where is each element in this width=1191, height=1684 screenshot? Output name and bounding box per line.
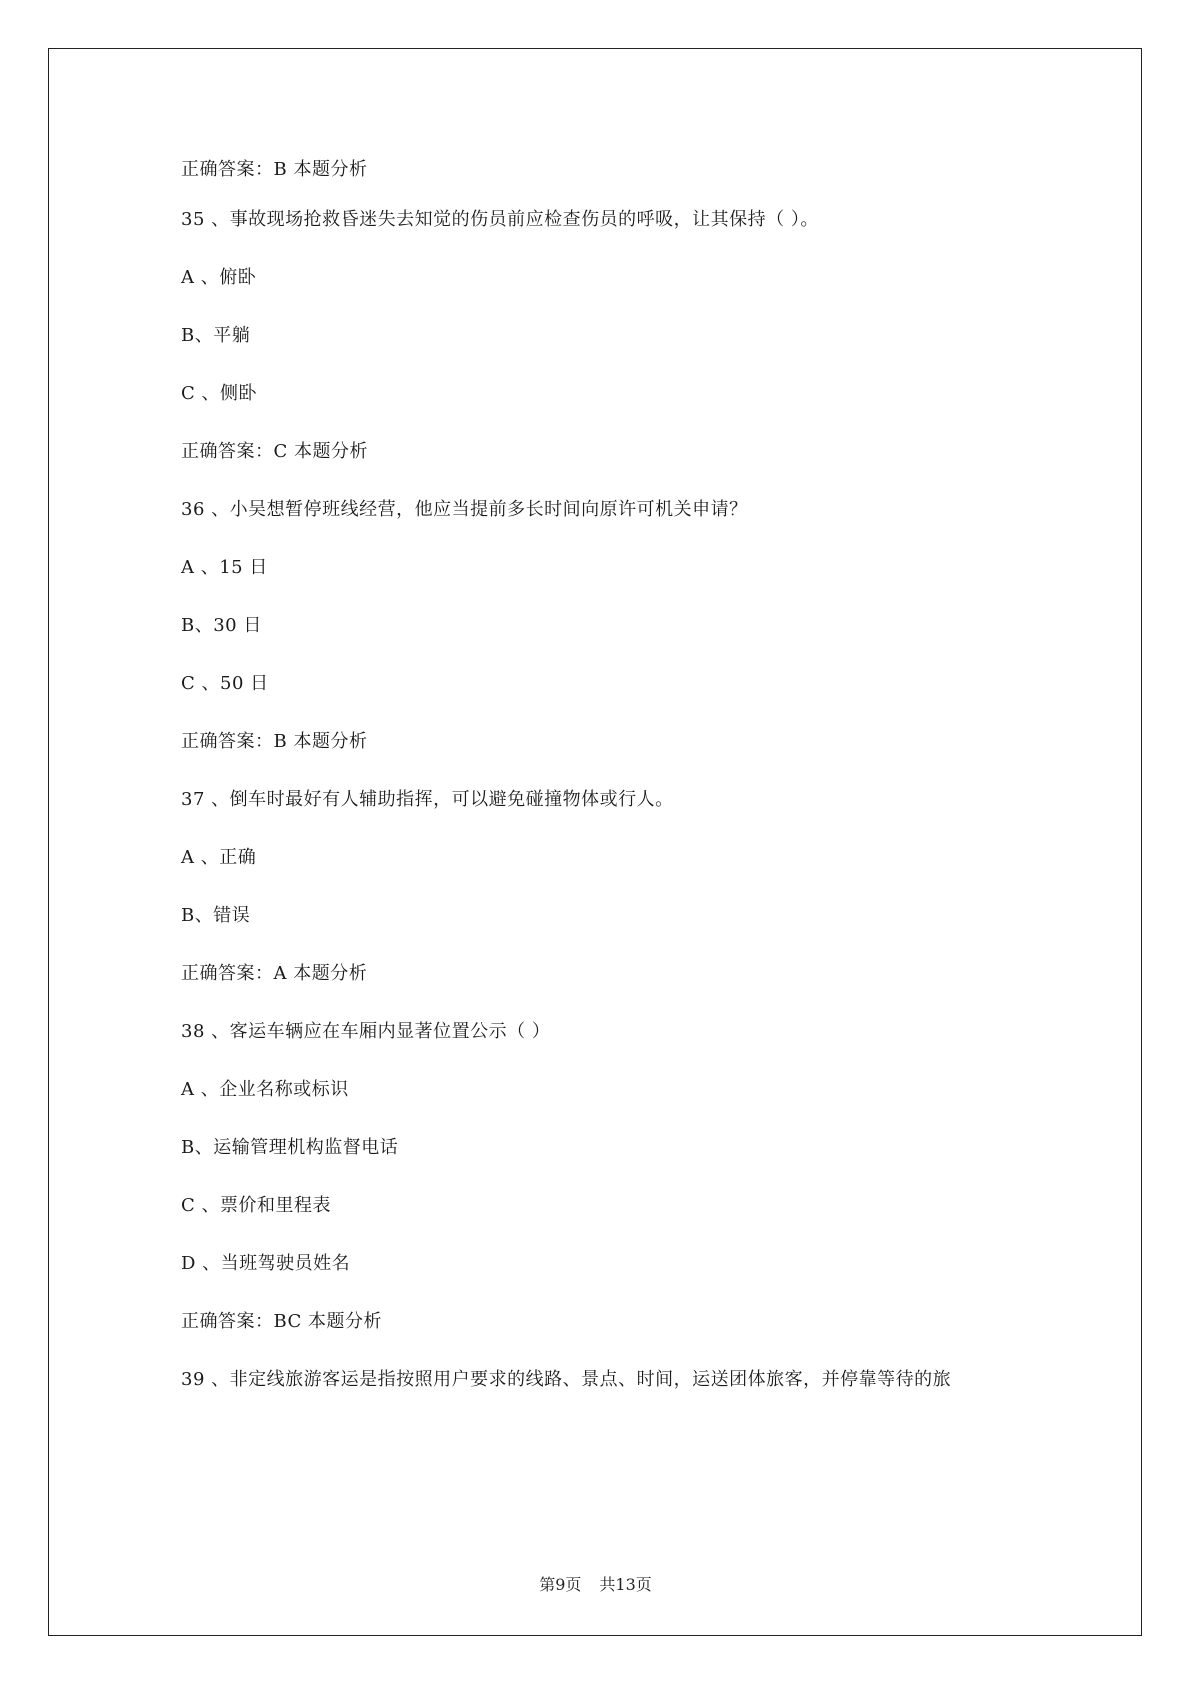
answer-line: 正确答案：C 本题分析 [181,441,368,462]
page-number: 第9页 [539,1575,582,1594]
page-footer [0,1575,1191,1595]
option-b: B、30 日 [181,615,262,636]
answer-line: 正确答案：A 本题分析 [181,963,368,984]
option-b: B、平躺 [181,325,251,346]
question-36: 36 、小吴想暂停班线经营，他应当提前多长时间向原许可机关申请？ [181,499,748,520]
option-a: A 、15 日 [181,557,268,578]
option-a: A 、俯卧 [181,267,257,288]
question-39: 39 、非定线旅游客运是指按照用户要求的线路、景点、时间，运送团体旅客，并停靠等待的旅 [181,1369,952,1390]
option-c: C 、50 日 [181,673,269,694]
option-d: D 、当班驾驶员姓名 [181,1253,351,1274]
question-38: 38 、客运车辆应在车厢内显著位置公示（ ） [181,1021,551,1042]
page-total: 共13页 [599,1575,652,1594]
option-a: A 、正确 [181,847,257,868]
option-a: A 、企业名称或标识 [181,1079,349,1100]
question-37: 37 、倒车时最好有人辅助指挥，可以避免碰撞物体或行人。 [181,789,674,810]
option-b: B、错误 [181,905,251,926]
question-35: 35 、事故现场抢救昏迷失去知觉的伤员前应检查伤员的呼吸，让其保持（ ）。 [181,209,819,230]
answer-line: 正确答案：BC 本题分析 [181,1311,383,1332]
answer-line: 正确答案：B 本题分析 [181,731,368,752]
option-c: C 、票价和里程表 [181,1195,331,1216]
option-c: C 、侧卧 [181,383,257,404]
answer-line: 正确答案：B 本题分析 [181,159,368,180]
option-b: B、运输管理机构监督电话 [181,1137,399,1158]
